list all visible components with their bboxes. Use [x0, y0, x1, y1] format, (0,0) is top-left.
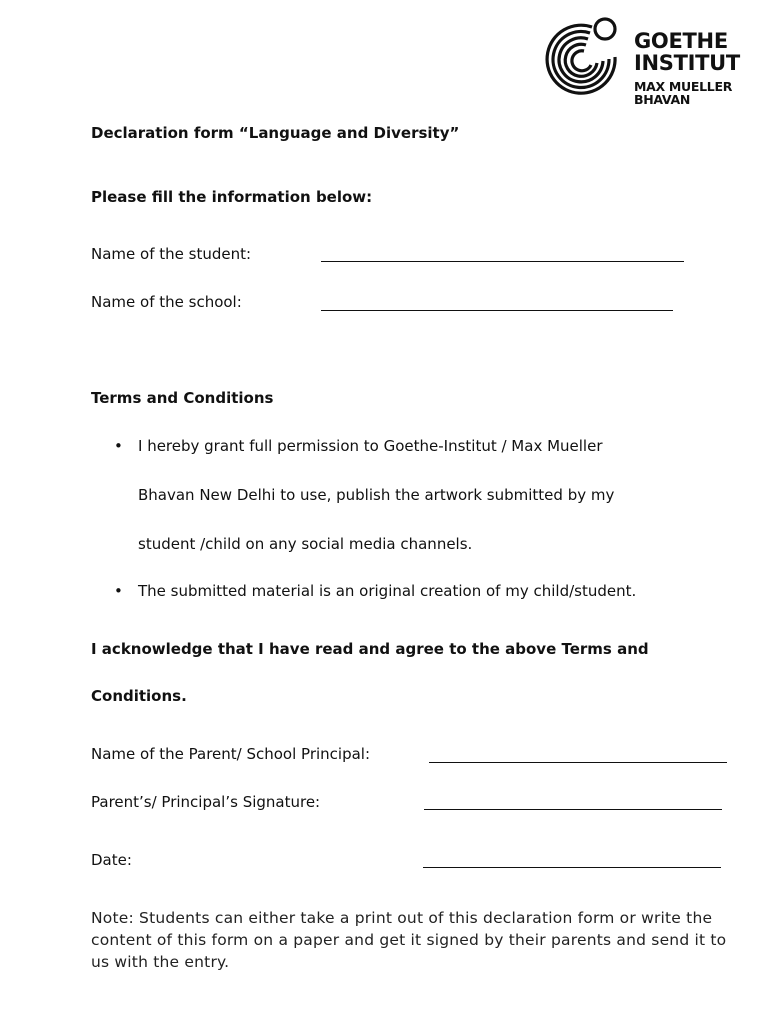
- submission-note: Note: Students can either take a print out of this declaration form or write the content of this form on a paper and get it signed by their parents and send it to us with the entry.: [91, 909, 727, 971]
- student-name-label: Name of the student:: [91, 245, 252, 263]
- terms-item-1-line-2: Bhavan New Delhi to use, publish the artwork submitted by my: [138, 486, 615, 504]
- logo-text-bhavan: BHAVAN: [634, 92, 690, 107]
- parent-name-label: Name of the Parent/ School Principal:: [91, 745, 371, 763]
- logo-text-max-mueller: MAX MUELLER: [634, 79, 733, 94]
- bullet-icon: •: [114, 437, 123, 455]
- logo-text-institut: INSTITUT: [634, 51, 740, 75]
- school-name-label: Name of the school:: [91, 293, 242, 311]
- school-name-field[interactable]: [321, 310, 673, 311]
- logo-text-goethe: GOETHE: [634, 29, 728, 53]
- signature-field[interactable]: [424, 809, 722, 810]
- terms-item-1-line-3: student /child on any social media channels.: [138, 535, 473, 553]
- date-label: Date:: [91, 851, 132, 869]
- goethe-spiral-icon: [532, 12, 632, 112]
- terms-heading: Terms and Conditions: [91, 389, 274, 407]
- signature-label: Parent’s/ Principal’s Signature:: [91, 793, 321, 811]
- acknowledge-line-1: I acknowledge that I have read and agree to the above Terms and: [91, 640, 649, 658]
- goethe-institut-logo: [532, 12, 742, 112]
- student-name-field[interactable]: [321, 261, 684, 262]
- terms-item-2: The submitted material is an original creation of my child/student.: [138, 582, 637, 600]
- date-field[interactable]: [423, 867, 721, 868]
- form-title: Declaration form “Language and Diversity”: [91, 124, 460, 142]
- instruction-heading: Please fill the information below:: [91, 188, 373, 206]
- bullet-icon: •: [114, 582, 123, 600]
- terms-item-1-line-1: I hereby grant full permission to Goethe-Institut / Max Mueller: [138, 437, 603, 455]
- parent-name-field[interactable]: [429, 762, 727, 763]
- acknowledge-line-2: Conditions.: [91, 687, 187, 705]
